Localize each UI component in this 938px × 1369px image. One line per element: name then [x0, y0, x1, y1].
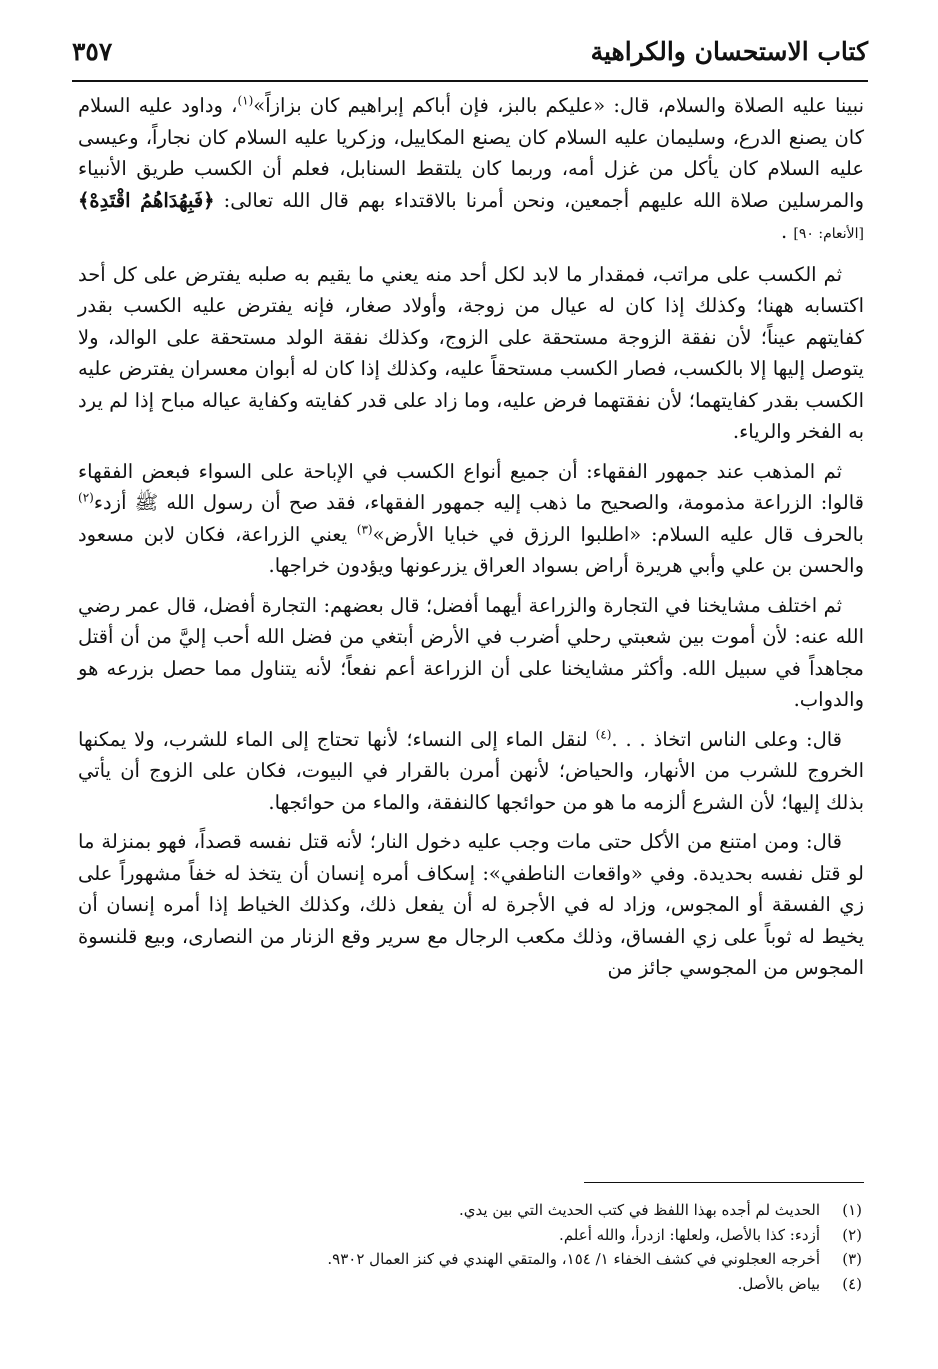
footnote-ref-1: (١)	[237, 93, 254, 108]
footnote-separator	[584, 1182, 864, 1183]
footnote-text: بياض بالأصل.	[737, 1274, 820, 1293]
paragraph-3	[78, 456, 864, 582]
footnote-number: (٤)	[842, 1274, 862, 1293]
footnotes	[78, 1198, 862, 1296]
paragraph-4: ثم اختلف مشايخنا في التجارة والزراعة أيهما أفضل؛ قال بعضهم: التجارة أفضل، قال عمر رضي الله عنه: لأن أموت بين شعبتي رحلي أضرب في الأرض أبتغي من فضل الله أحب إليَّ من أن أقتل مجاهداً في سبيل الله. وأكثر مشايخنا على أن الزراعة أعم نفعاً؛ لأنه يتناول مما حصل بزرعه هو والدواب.	[78, 593, 864, 711]
quran-verse: ﴿فَبِهُدَاهُمُ اقْتَدِهْ﴾	[78, 188, 215, 212]
footnote-text: أخرجه العجلوني في كشف الخفاء ١/ ١٥٤، والمتقي الهندي في كنز العمال ٩٣٠٢.	[327, 1250, 820, 1268]
verse-citation: [الأنعام: ٩٠]	[793, 226, 864, 242]
footnote-ref-4: (٤)	[595, 727, 612, 741]
paragraph-5-part-b: لنقل الماء إلى النساء؛ لأنها تحتاج إلى الماء للشرب، ولا يمكنها الخروج للشرب من الأنهار، والحياض؛ لأنهن أمرن بالقرار في البيوت، فكان على الزوج أن يأتي بذلك إليها؛ لأن الشرع ألزمه ما هو من حوائجها كالنفقة، والماء من حوائجها.	[78, 727, 864, 814]
footnote-number: (٢)	[842, 1225, 862, 1244]
footnote-ref-3: (٣)	[356, 522, 373, 536]
paragraph-1-part-a: نبينا عليه الصلاة والسلام، قال: «عليكم بالبز، فإن أباكم إبراهيم كان بزازاً»	[253, 94, 864, 117]
footnote-text: أزدء: كذا بالأصل، ولعلها: ازدرأ، والله أعلم.	[559, 1225, 820, 1244]
paragraph-5-part-a: قال: وعلى الناس اتخاذ . . .	[611, 727, 843, 751]
paragraph-1-end: .	[780, 220, 788, 243]
paragraph-3-part-b: بالحرف قال عليه السلام: «اطلبوا الرزق في خبايا الأرض»	[372, 522, 864, 546]
footnote-text: الحديث لم أجده بهذا اللفظ في كتب الحديث التي بين يدي.	[459, 1201, 820, 1219]
running-header	[72, 32, 868, 78]
footnote-item	[78, 1223, 862, 1248]
running-title: كتاب الاستحسان والكراهية	[590, 37, 868, 66]
footnote-number: (١)	[842, 1201, 862, 1219]
paragraph-1	[78, 90, 864, 251]
footnote-number: (٣)	[842, 1250, 862, 1268]
paragraph-5	[78, 724, 864, 819]
footnote-ref-2: (٢)	[78, 490, 94, 505]
page-number: ٣٥٧	[72, 37, 113, 66]
footnote-item	[78, 1247, 862, 1272]
footnote-item	[78, 1198, 862, 1223]
paragraph-1-part-b: ، وداود عليه السلام كان يصنع الدرع، وسليمان عليه السلام كان يصنع المكاييل، وزكريا عليه السلام كان نجاراً، وعيسى عليه السلام كان يأكل من غزل أمه، وربما كان يلتقط السنابل، فعلم أن الكسب طريق الأنبياء والمرسلين صلاة الله عليهم أجمعين، ونحن أمرنا بالاقتداء بهم قال الله تعالى:	[78, 94, 865, 212]
paragraph-6: قال: ومن امتنع من الأكل حتى مات وجب عليه دخول النار؛ لأنه قتل نفسه قصداً، فهو بمنزلة ما لو قتل نفسه بحديدة. وفي «واقعات الناطفي»: إسكاف أمره إنسان أن يتخذ له خفاً مشهوراً على زي الفسقة أو المجوس، وزاد له في الأجرة له أن يفعل ذلك، وكذلك الخياط إذا أمره إنسان أن يخيط له ثوباً على زي الفساق، وذلك مكعب الرجال مع سرير وقع الزنار من النصارى، وبيع قلنسوة المجوس من المجوسي جائز من	[78, 830, 864, 979]
main-text	[78, 90, 864, 992]
header-rule	[72, 80, 868, 82]
footnote-item	[78, 1272, 862, 1297]
paragraph-2: ثم الكسب على مراتب، فمقدار ما لابد لكل أحد منه يعني ما يقيم به صلبه يفترض على كل أحد اكتسابه ههنا؛ وكذلك إذا كان له عيال من زوجة، وأولاد صغار، فإنه يفترض عليه الكسب بقدر كفايتهم عيناً؛ لأن نفقة الزوجة مستحقة على الزوج، وكذلك نفقة الولد مستحقة على الوالد، ولا يتوصل إليها إلا بالكسب، فصار الكسب مستحقاً عليه، وكذلك إذا كان له أبوان معسران يفترض عليه الكسب بقدر كفايتهما؛ لأن نفقتهما فرض عليه، وما زاد على قدر كفايته وكفاية عياله مباح إذا لم يرد به الفخر والرياء.	[78, 262, 864, 443]
paragraph-3-part-c: يعني الزراعة، فكان لابن مسعود والحسن بن علي وأبي هريرة أراض بسواد العراق يزرعونها ويؤدون خراجها.	[78, 522, 864, 577]
paragraph-3-part-a: ثم المذهب عند جمهور الفقهاء: أن جميع أنواع الكسب في الإباحة على السواء فبعض الفقهاء قالوا: الزراعة مذمومة، والصحيح ما ذهب إليه جمهور الفقهاء، فقد صح أن رسول الله ﷺ أزدء	[78, 459, 864, 514]
